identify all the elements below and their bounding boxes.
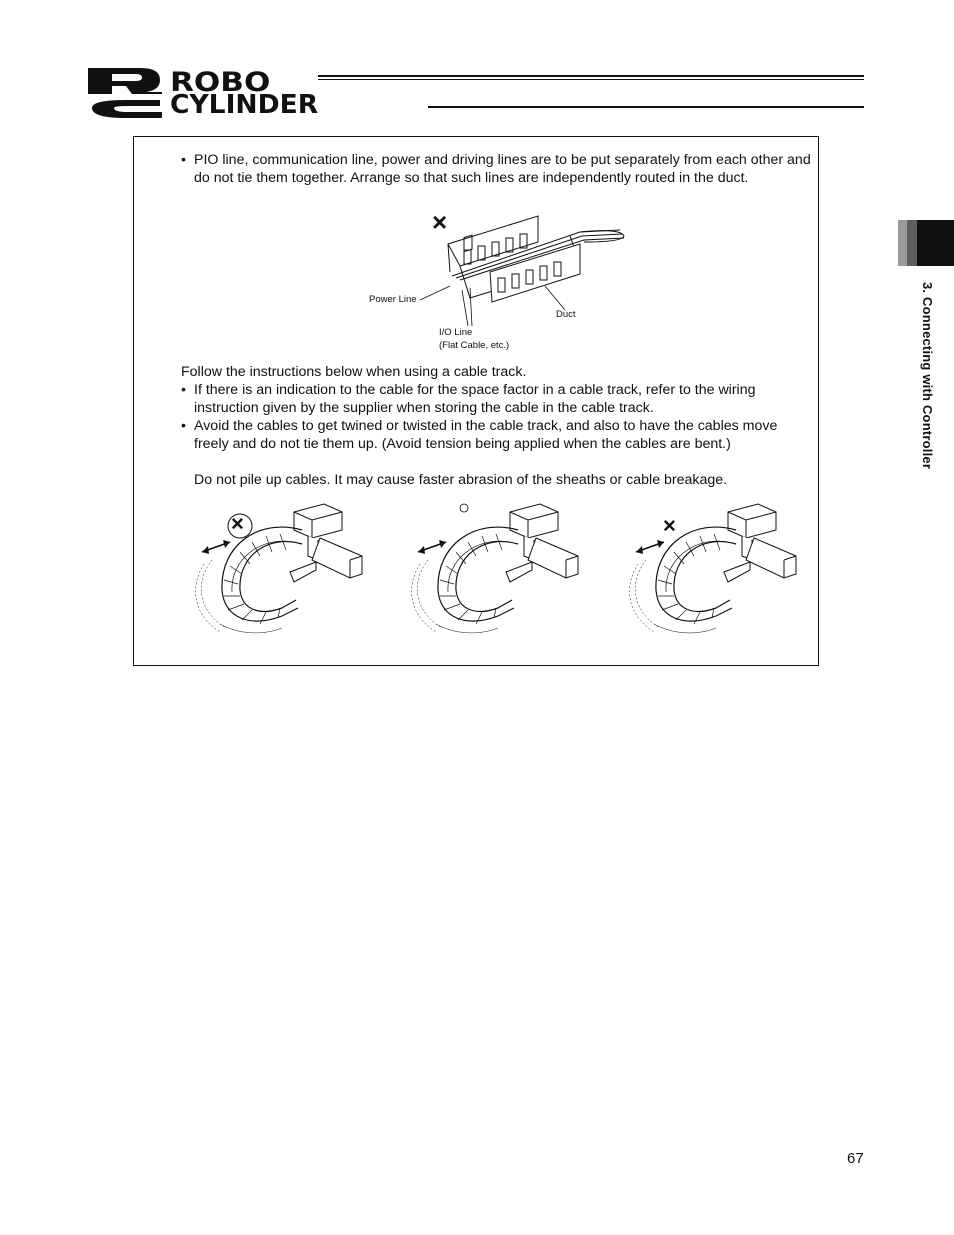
rc-logo-mark [86,66,166,120]
bullet-dot: • [181,382,186,398]
label-power-line: Power Line [369,294,417,305]
label-io-line-sub: (Flat Cable, etc.) [439,340,510,351]
bullet-dot: • [181,418,186,434]
logo-word-cylinder: CYLINDER [170,90,319,120]
logo-word-robo: ROBO [170,67,271,98]
duct-leader-lines [400,270,600,330]
header-rule [318,75,864,77]
cable-track-illustrations [190,497,810,640]
bullet-avoid-twist: Avoid the cables to get twined or twisted in the cable track, and also to have the cables move freely and do not tie them up. (Avoid tension being applied when the cables are bent.) [194,418,778,452]
label-io-line: I/O Line [439,327,473,338]
bullet-space-factor: If there is an indication to the cable for the space factor in a cable track, refer to the wiring instruction given by the supplier when storing the cable in the cable track. [194,382,756,416]
header-rule-lower [428,106,864,108]
label-duct: Duct [556,309,576,320]
cross-mark-track-1: × [231,511,244,536]
bullet-dot: • [181,152,186,168]
header-rule-thin [318,79,864,80]
page-number: 67 [847,1150,864,1167]
bullet-no-pileup: Do not pile up cables. It may cause faster abrasion of the sheaths or cable breakage. [194,472,728,488]
cross-mark-duct: × [432,207,448,237]
chapter-label: 3. Connecting with Controller [920,282,935,470]
cross-mark-track-3: × [663,513,676,538]
chapter-tab [898,220,954,266]
ok-mark-track-2: ○ [458,497,471,519]
bullet-pio-lines: PIO line, communication line, power and driving lines are to be put separately from each other and do not tie them together. Arrange so that such lines are independently routed in the duct. [194,152,811,186]
cable-track-intro: Follow the instructions below when using a cable track. [181,364,527,380]
